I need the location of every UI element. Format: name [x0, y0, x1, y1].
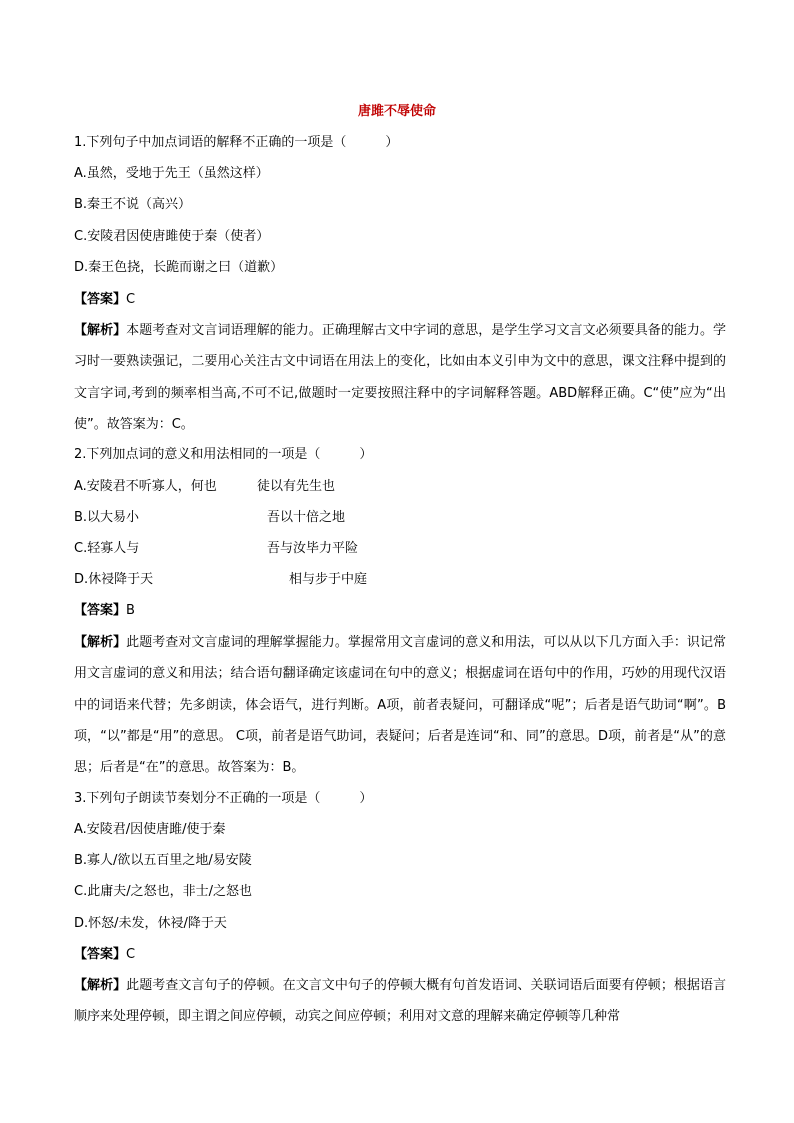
q2-option-c	[74, 539, 724, 559]
q3-option-a: A.安陵君/因使唐雎/使于秦	[74, 822, 226, 837]
answer-tag: 【答案】	[74, 947, 127, 962]
analysis-text: 此题考查文言句子的停顿。在文言文中句子的停顿大概有句首发语词、关联词语后面要有停顿；根据语言顺序来处理停顿，即主谓之间应停顿，动宾之间应停顿；利用对文意的理解来确定停顿等几种常	[74, 978, 726, 1025]
answer-tag: 【答案】	[74, 603, 127, 618]
q2-analysis	[74, 627, 726, 783]
document-title: 唐雎不辱使命	[357, 104, 436, 119]
q3-answer	[74, 945, 724, 965]
q1-answer	[74, 290, 724, 310]
q1-option-d: D.秦王色挠，长跪而谢之曰（道歉）	[74, 260, 284, 275]
q3-option-c: C.此庸夫/之怒也，非士/之怒也	[74, 884, 252, 899]
option-left: C.轻寡人与	[74, 541, 140, 556]
answer-value: C	[126, 292, 136, 307]
q1-option-a: A.虽然，受地于先王（虽然这样）	[74, 166, 269, 181]
option-right: 相与步于中庭	[289, 572, 368, 587]
q2-option-a	[74, 477, 724, 497]
analysis-tag: 【解析】	[74, 635, 127, 650]
q2-option-d	[74, 570, 724, 590]
analysis-text: 本题考查对文言词语理解的能力。正确理解古文中字词的意思，是学生学习文言文必须要具备的能力。学习时一要熟读强记，二要用心关注古文中词语在用法上的变化，比如由本义引申为文中的意思，课文注释中提到的文言字词,考到的频率相当高,不可不记,做题时一定要按照注释中的字词解释答题。ABD解释正确。C“使”应为“出使”。故答案为：C。	[74, 323, 726, 432]
q3-option-d: D.怀怒/未发，休祲/降于天	[74, 916, 227, 931]
q3-stem: 3.下列句子朗读节奏划分不正确的一项是（ ）	[74, 791, 373, 806]
option-left: D.休祲降于天	[74, 572, 154, 587]
answer-value: C	[126, 947, 136, 962]
analysis-tag: 【解析】	[74, 978, 127, 993]
q3-option-b: B.寡人/欲以五百里之地/易安陵	[74, 853, 252, 868]
analysis-text: 此题考查对文言虚词的理解掌握能力。掌握常用文言虚词的意义和用法，可以从以下几方面入手：识记常用文言虚词的意义和用法；结合语句翻译确定该虚词在句中的意义；根据虚词在语句中的作用，巧妙的用现代汉语中的词语来代替；先多朗读，体会语气，进行判断。A项，前者表疑问，可翻译成“呢”；后者是语气助词“啊”。B项，“以”都是“用”的意思。 C项，前者是语气助词，表疑问；后者是连词“和、同”的意思。D项，前者是“从”的意思；后者是“在”的意思。故答案为：B。	[74, 635, 726, 776]
q1-stem: 1.下列句子中加点词语的解释不正确的一项是（ ）	[74, 135, 399, 150]
answer-tag: 【答案】	[74, 292, 127, 307]
option-right: 吾以十倍之地	[267, 510, 346, 525]
q1-analysis	[74, 315, 726, 440]
q2-answer	[74, 601, 724, 621]
q2-stem: 2.下列加点词的意义和用法相同的一项是（ ）	[74, 447, 373, 462]
option-left: B.以大易小	[74, 510, 140, 525]
option-left: A.安陵君不听寡人，何也	[74, 479, 217, 494]
answer-value: B	[126, 603, 135, 618]
q2-option-b	[74, 508, 724, 528]
option-right: 徒以有先生也	[257, 479, 336, 494]
q1-option-b: B.秦王不说（高兴）	[74, 197, 192, 212]
analysis-tag: 【解析】	[74, 323, 127, 338]
q3-analysis	[74, 970, 726, 1033]
q1-option-c: C.安陵君因使唐雎使于秦（使者）	[74, 229, 270, 244]
option-right: 吾与汝毕力平险	[267, 541, 359, 556]
